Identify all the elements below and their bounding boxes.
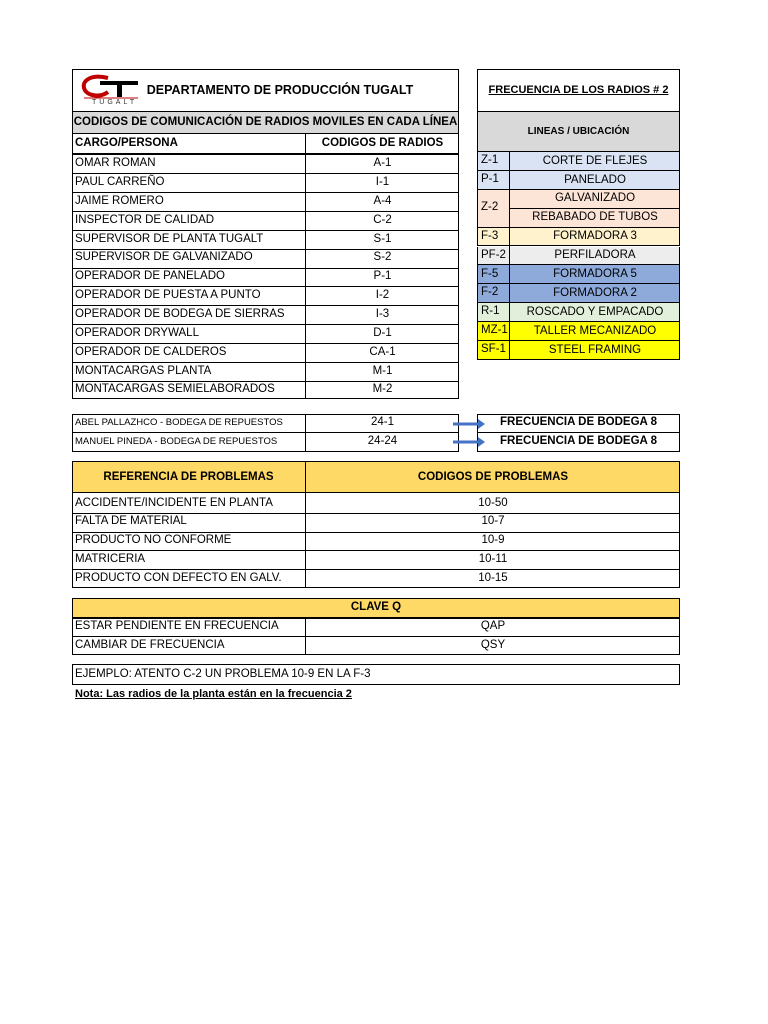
frequency-line-name: FORMADORA 3 bbox=[553, 230, 637, 243]
personnel-radio-code: D-1 bbox=[373, 326, 392, 339]
personnel-name: MONTACARGAS SEMIELABORADOS bbox=[75, 383, 275, 396]
frequency-line-name: FORMADORA 2 bbox=[553, 286, 637, 299]
department-title: DEPARTAMENTO DE PRODUCCIÓN TUGALT bbox=[146, 82, 414, 97]
personnel-radio-code: S-1 bbox=[373, 232, 392, 245]
clave-q-code-2: QSY bbox=[480, 639, 506, 652]
frequency-line-code: F-2 bbox=[477, 284, 509, 303]
frequency-line-code: P-1 bbox=[477, 171, 509, 190]
personnel-name: OPERADOR DE PANELADO bbox=[75, 270, 225, 283]
problem-reference: FALTA DE MATERIAL bbox=[75, 515, 187, 528]
personnel-name: SUPERVISOR DE GALVANIZADO bbox=[75, 251, 253, 264]
personnel-name: OPERADOR DE PUESTA A PUNTO bbox=[75, 289, 261, 302]
personnel-radio-code: I-2 bbox=[375, 289, 390, 302]
warehouse-code-2: 24-24 bbox=[367, 435, 398, 448]
personnel-name: JAIME ROMERO bbox=[75, 194, 164, 207]
logo-text: TUGALT bbox=[92, 99, 138, 106]
personnel-name: OPERADOR DRYWALL bbox=[75, 326, 199, 339]
frequency-line-name: PANELADO bbox=[564, 173, 626, 186]
warehouse-person-1: ABEL PALLAZHCO - BODEGA DE REPUESTOS bbox=[75, 417, 283, 429]
frequency-line-code: PF-2 bbox=[477, 247, 509, 266]
problem-code: 10-9 bbox=[481, 534, 505, 547]
example-text: EJEMPLO: ATENTO C-2 UN PROBLEMA 10-9 EN LA F-3 bbox=[75, 667, 371, 680]
personnel-radio-code: A-4 bbox=[373, 194, 392, 207]
personnel-name: OMAR ROMAN bbox=[75, 157, 156, 170]
frequency-col-divider bbox=[509, 152, 510, 360]
frequency-line-code: R-1 bbox=[477, 303, 509, 322]
frequency-line-name: CORTE DE FLEJES bbox=[542, 154, 648, 167]
clave-q-title: CLAVE Q bbox=[73, 599, 679, 617]
warehouse-freq-1: FRECUENCIA DE BODEGA 8 bbox=[500, 416, 657, 429]
personnel-name: OPERADOR DE BODEGA DE SIERRAS bbox=[75, 307, 285, 320]
personnel-radio-code: I-3 bbox=[375, 307, 390, 320]
frequency-line-name: REBABADO DE TUBOS bbox=[532, 211, 658, 224]
personnel-radio-code: C-2 bbox=[373, 213, 392, 226]
clave-q-ref-1: ESTAR PENDIENTE EN FRECUENCIA bbox=[75, 620, 279, 633]
personnel-name: SUPERVISOR DE PLANTA TUGALT bbox=[75, 232, 264, 245]
personnel-radio-code: M-2 bbox=[372, 383, 393, 396]
frequency-line-name: TALLER MECANIZADO bbox=[533, 324, 657, 337]
lines-location-header: LINEAS / UBICACIÓN bbox=[477, 112, 680, 152]
problem-code: 10-7 bbox=[481, 515, 505, 528]
frequency-line-name: GALVANIZADO bbox=[554, 192, 636, 205]
frequency-title: FRECUENCIA DE LOS RADIOS # 2 bbox=[488, 84, 669, 96]
col-header-person: CARGO/PERSONA bbox=[75, 136, 178, 149]
frequency-line-code: SF-1 bbox=[477, 341, 509, 360]
clave-q-ref-2: CAMBIAR DE FRECUENCIA bbox=[75, 639, 225, 652]
arrow-right-icon bbox=[452, 418, 486, 430]
col-header-radio-code: CODIGOS DE RADIOS bbox=[321, 136, 444, 149]
problem-reference: PRODUCTO NO CONFORME bbox=[75, 534, 232, 547]
personnel-name: PAUL CARREÑO bbox=[75, 176, 165, 189]
note-text: Nota: Las radios de la planta están en la frecuencia 2 bbox=[75, 687, 352, 700]
clave-q-code-1: QAP bbox=[480, 620, 506, 633]
tugalt-logo bbox=[78, 72, 142, 108]
personnel-radio-code: CA-1 bbox=[369, 345, 396, 358]
frequency-line-code: MZ-1 bbox=[477, 322, 509, 341]
personnel-radio-code: S-2 bbox=[373, 251, 392, 264]
radio-codes-subtitle: CODIGOS DE COMUNICACIÓN DE RADIOS MOVILES EN CADA LÍNEA bbox=[72, 112, 459, 134]
col-header-problem-reference: REFERENCIA DE PROBLEMAS bbox=[103, 470, 274, 483]
problem-code: 10-50 bbox=[478, 496, 508, 509]
problem-reference: PRODUCTO CON DEFECTO EN GALV. bbox=[75, 571, 282, 584]
frequency-line-name: STEEL FRAMING bbox=[548, 343, 642, 356]
problem-reference: ACCIDENTE/INCIDENTE EN PLANTA bbox=[75, 496, 273, 509]
warehouse-code-1: 24-1 bbox=[370, 416, 395, 429]
problem-code: 10-11 bbox=[478, 553, 508, 566]
personnel-radio-code: I-1 bbox=[375, 176, 390, 189]
frequency-line-code: F-5 bbox=[477, 265, 509, 284]
personnel-radio-code: P-1 bbox=[373, 270, 392, 283]
arrow-right-icon bbox=[452, 436, 486, 448]
warehouse-person-2: MANUEL PINEDA - BODEGA DE REPUESTOS bbox=[75, 436, 278, 448]
personnel-name: INSPECTOR DE CALIDAD bbox=[75, 213, 215, 226]
personnel-name: OPERADOR DE CALDEROS bbox=[75, 345, 227, 358]
problem-code: 10-15 bbox=[478, 571, 508, 584]
warehouse-freq-2: FRECUENCIA DE BODEGA 8 bbox=[500, 435, 657, 448]
problem-reference: MATRICERIA bbox=[75, 553, 146, 566]
personnel-radio-code: M-1 bbox=[372, 364, 393, 377]
frequency-line-name: ROSCADO Y EMPACADO bbox=[526, 305, 664, 318]
personnel-radio-code: A-1 bbox=[373, 157, 392, 170]
personnel-name: MONTACARGAS PLANTA bbox=[75, 364, 212, 377]
frequency-line-name: FORMADORA 5 bbox=[553, 268, 637, 281]
col-header-problem-code: CODIGOS DE PROBLEMAS bbox=[417, 470, 569, 483]
frequency-line-code: Z-2 bbox=[477, 190, 509, 228]
frequency-line-code: F-3 bbox=[477, 228, 509, 247]
frequency-line-name: PERFILADORA bbox=[554, 249, 636, 262]
frequency-line-code: Z-1 bbox=[477, 152, 509, 171]
